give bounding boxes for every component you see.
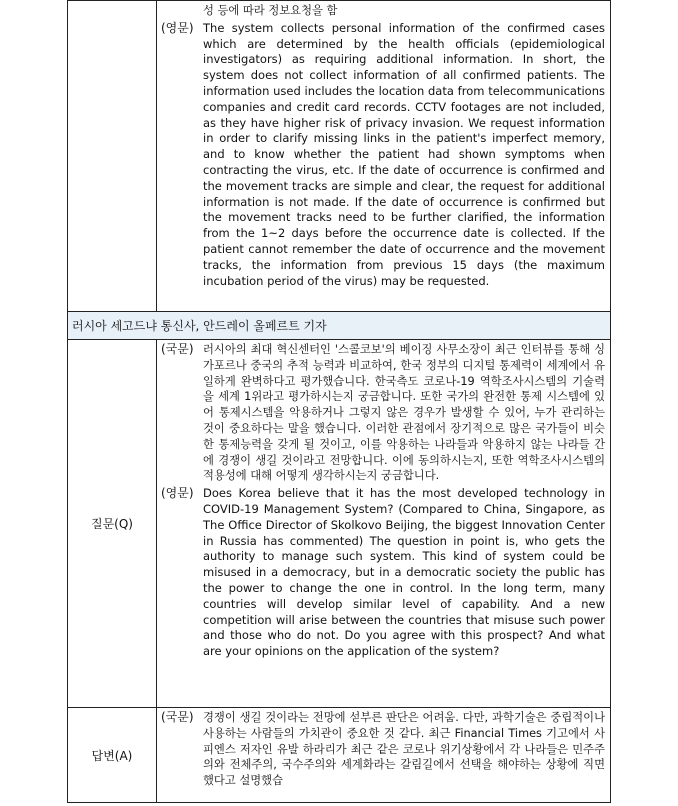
korean-tag: (국문)	[161, 710, 194, 724]
reporter-header: 러시아 세고드냐 통신사, 안드레이 올페르트 기자	[68, 312, 611, 340]
question-label: 질문(Q)	[68, 340, 157, 708]
answer-korean-text: 경쟁이 생길 것이라는 전망에 섣부른 판단은 어려움. 다만, 과학기술은 중립적이나 사용하는 사람들의 가치관이 중요한 것 같다. 최근 Financial Times 기고에서 사피엔스 저자인 유발 하라리가 최근 같은 코로나 위기상황에서 각 나라들은 민주주의와 전체주의, 국수주의와 세계화라는 갈림길에서 선택을 해야하는 상황에 직면했다고 설명했습	[203, 711, 605, 788]
english-entry	[161, 21, 605, 290]
answer-label: 답변(A)	[68, 708, 157, 803]
question-korean-entry	[161, 342, 605, 484]
question-english-entry	[161, 486, 605, 660]
previous-answer-cell	[157, 1, 611, 312]
english-answer-text: The system collects personal information of the confirmed cases which are determined by the health officials (epidemiological investigators) as requiring additional information. In short, the system does not collect information of all confirmed patients. The information used includes the location data from telecommunications companies and credit card records. CCTV footages are not included, as they have higher risk of privacy invasion. We request information in order to clarify missing links in the patient's imperfect memory, and to know whether the patient had shown symptoms when contracting the virus, etc. If the date of occurrence is confirmed and the movement tracks are simple and clear, the request for additional information is not made. If the date of occurrence is confirmed but the movement tracks need to be further clarified, the information from the 1~2 days before the occurrence date is collected. If the patient cannot remember the date of occurrence and the movement tracks, the information from previous 15 days (the maximum incubation period of the virus) may be requested.	[203, 20, 605, 288]
answer-korean-entry	[161, 710, 605, 789]
question-english-text: Does Korea believe that it has the most developed technology in COVID-19 Management System? (Compared to China, Singapore, as The Office Director of Skolkovo Beijing, the biggest Innovation Center in Russia has commented) The question in point is, who gets the authority to manage such system. This kind of system could be misused in a democracy, but in a democratic society the public has the power to change the one in control. In the long term, many countries will develop similar level of capability. And a new competition will arise between the countries that misuse such power and those who do not. Do you agree with this prospect? And what are your opinions on the application of the system?	[203, 486, 605, 659]
english-tag: (영문)	[161, 486, 194, 501]
korean-tag: (국문)	[161, 342, 194, 356]
continuation-korean-text: 성 등에 따라 정보요청을 함	[203, 4, 338, 17]
qa-table	[67, 0, 611, 803]
empty-label-cell	[68, 1, 157, 312]
question-cell	[157, 340, 611, 708]
answer-cell	[157, 708, 611, 803]
english-tag: (영문)	[161, 20, 194, 35]
continuation-entry	[161, 3, 605, 19]
question-korean-text: 러시아의 최대 혁신센터인 '스콜코보'의 베이징 사무소장이 최근 인터뷰를 통해 싱가포르나 중국의 추적 능력과 비교하여, 한국 정부의 디지털 통제력이 세계에서 유일하게 완벽하다고 평가했습니다. 한국측도 코로나-19 역학조사시스템의 기술력을 세계 1위라고 평가하시는지 궁금합니다. 또한 국가의 완전한 통제 시스템에 있어 통제시스템을 악용하거나 그렇지 않은 경우가 발생할 수 있어, 누가 관리하는 것이 중요하다는 말을 했습니다. 이러한 관점에서 장기적으로 많은 국가들이 비슷한 통제능력을 갖게 될 것이고, 이를 악용하는 나라들과 악용하지 않는 나라들 간에 경쟁이 생길 것이라고 전망합니다. 이에 동의하시는지, 또한 역학조사시스템의 적용성에 대해 어떻게 생각하시는지 궁금합니다.	[203, 343, 605, 483]
